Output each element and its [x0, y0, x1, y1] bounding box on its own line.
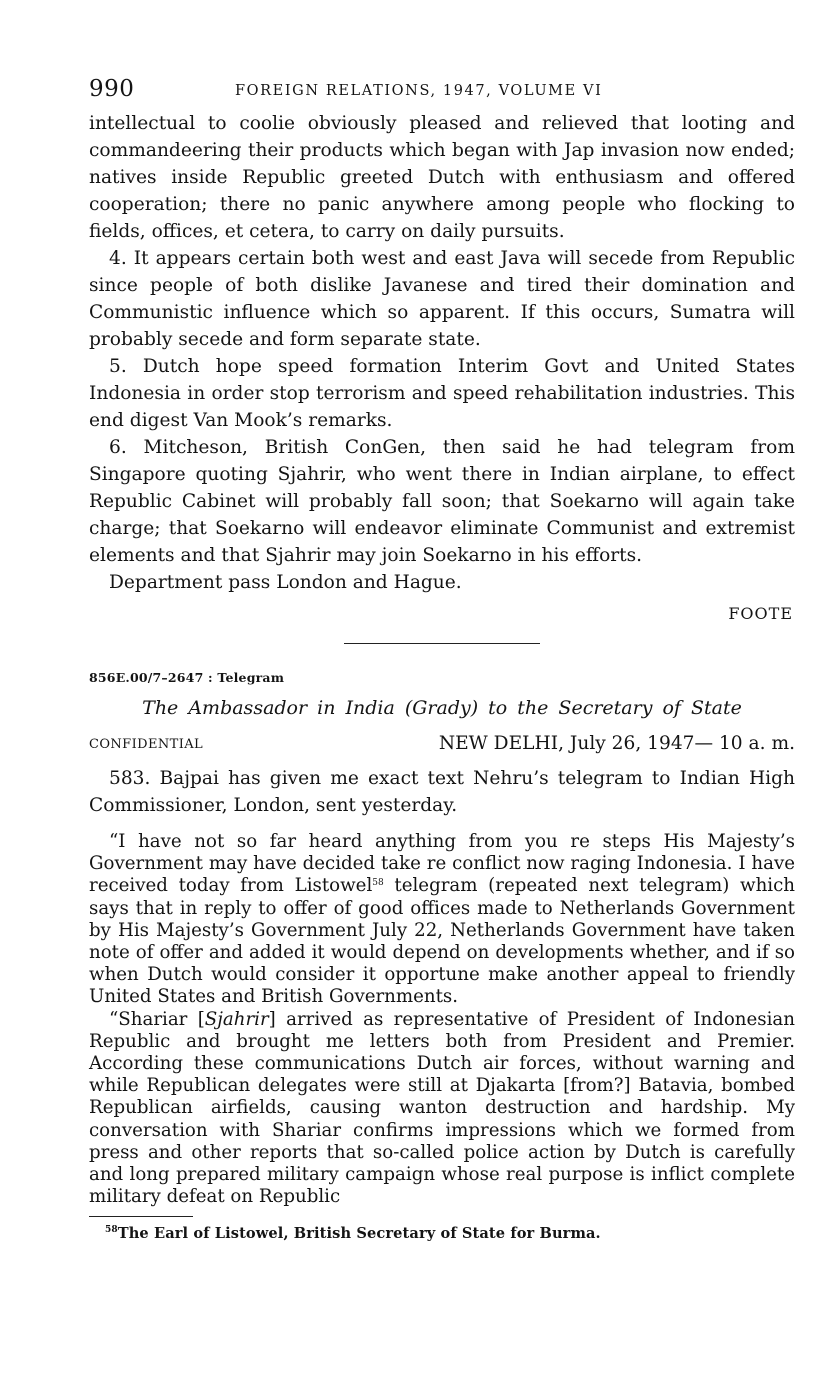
paragraph: 6. Mitcheson, British ConGen, then said he had telegram from Singapore quoting Sjahrir, who went there in Indian airplane, to effect Republic Cabinet will probably fall soon; that Soekarno will again take charge; that Soekarno will endeavor eliminate Communist and extremist elements and that Sjahrir may join Soekarno in his efforts.: [89, 437, 795, 566]
page-number: 990: [89, 76, 135, 102]
dateline: [89, 733, 795, 761]
previous-document-body: [89, 110, 795, 596]
quote-text: ] arrived as representative of President of Indonesian Republic and brought me letters both from President and Premier. According these communications Dutch air forces, without warning and while Republican delegates were still at Djakarta [from?] Batavia, bombed Republican airfields, causing wanton destruction and hardship. My conversation with Shariar confirms impressions which we formed from press and other reports that so-called police action by Dutch is carefully and long prepared military campaign whose real purpose is inflict complete military defeat on Republic: [89, 1008, 795, 1208]
running-head: FOREIGN RELATIONS, 1947, VOLUME VI: [235, 83, 603, 99]
quote-text: “Shariar [: [109, 1008, 205, 1030]
italic-name: Sjahrir: [204, 1008, 269, 1030]
classification: CONFIDENTIAL: [89, 737, 204, 752]
document-title: The Ambassador in India (Grady) to the Secretary of State: [142, 697, 742, 719]
paragraph: Department pass London and Hague.: [109, 572, 462, 593]
paragraph: 5. Dutch hope speed formation Interim Govt and United States Indonesia in order stop terrorism and speed rehabilitation industries. This end digest Van Mook’s remarks.: [89, 356, 795, 431]
paragraph: intellectual to coolie obviously pleased and relieved that looting and commandeering their products which began with Jap invasion now ended; natives inside Republic greeted Dutch with enthusiasm and offered cooperation; there no panic anywhere among people who flocking to fields, offices, et cetera, to carry on daily pursuits.: [89, 113, 795, 242]
file-reference: 856E.00/7–2647 : Telegram: [89, 670, 285, 685]
paragraph: 4. It appears certain both west and east Java will secede from Republic since people of both dislike Javanese and tired their domination and Communistic influence which so apparent. If this occurs, Sumatra will probably secede and form separate state.: [89, 248, 795, 350]
footnote: [89, 1225, 795, 1242]
footnote-divider: [89, 1216, 193, 1217]
page-header: [89, 76, 795, 110]
paragraph: 583. Bajpai has given me exact text Nehru’s telegram to Indian High Commissioner, London, sent yesterday.: [89, 768, 795, 816]
quote-text: “I have not so far heard anything from you re steps His Majesty’s Government may have decided take re conflict now raging Indonesia. I have received today from Listowel: [89, 831, 795, 897]
quoted-paragraph: [89, 1009, 795, 1209]
document-page: [89, 76, 795, 1242]
telegram-body: [89, 765, 795, 819]
signature: FOOTE: [728, 604, 793, 623]
place-date: NEW DELHI, July 26, 1947— 10 a. m.: [438, 733, 795, 754]
quoted-paragraph: [89, 831, 795, 1009]
footnote-reference[interactable]: 58: [372, 878, 384, 889]
footnote-text: The Earl of Listowel, British Secretary of State for Burma.: [117, 1225, 601, 1243]
footnote-number: 58: [105, 1225, 118, 1236]
quote-text: telegram (repeated next telegram) which says that in reply to offer of good offices made to Netherlands Government by His Majesty’s Government July 22, Netherlands Government have taken note of offer and added it would depend on developments whether, and if so when Dutch would consider it opportune make another appeal to friendly United States and British Governments.: [89, 875, 795, 1008]
quoted-telegram: [89, 831, 795, 1208]
section-divider: [344, 643, 540, 644]
